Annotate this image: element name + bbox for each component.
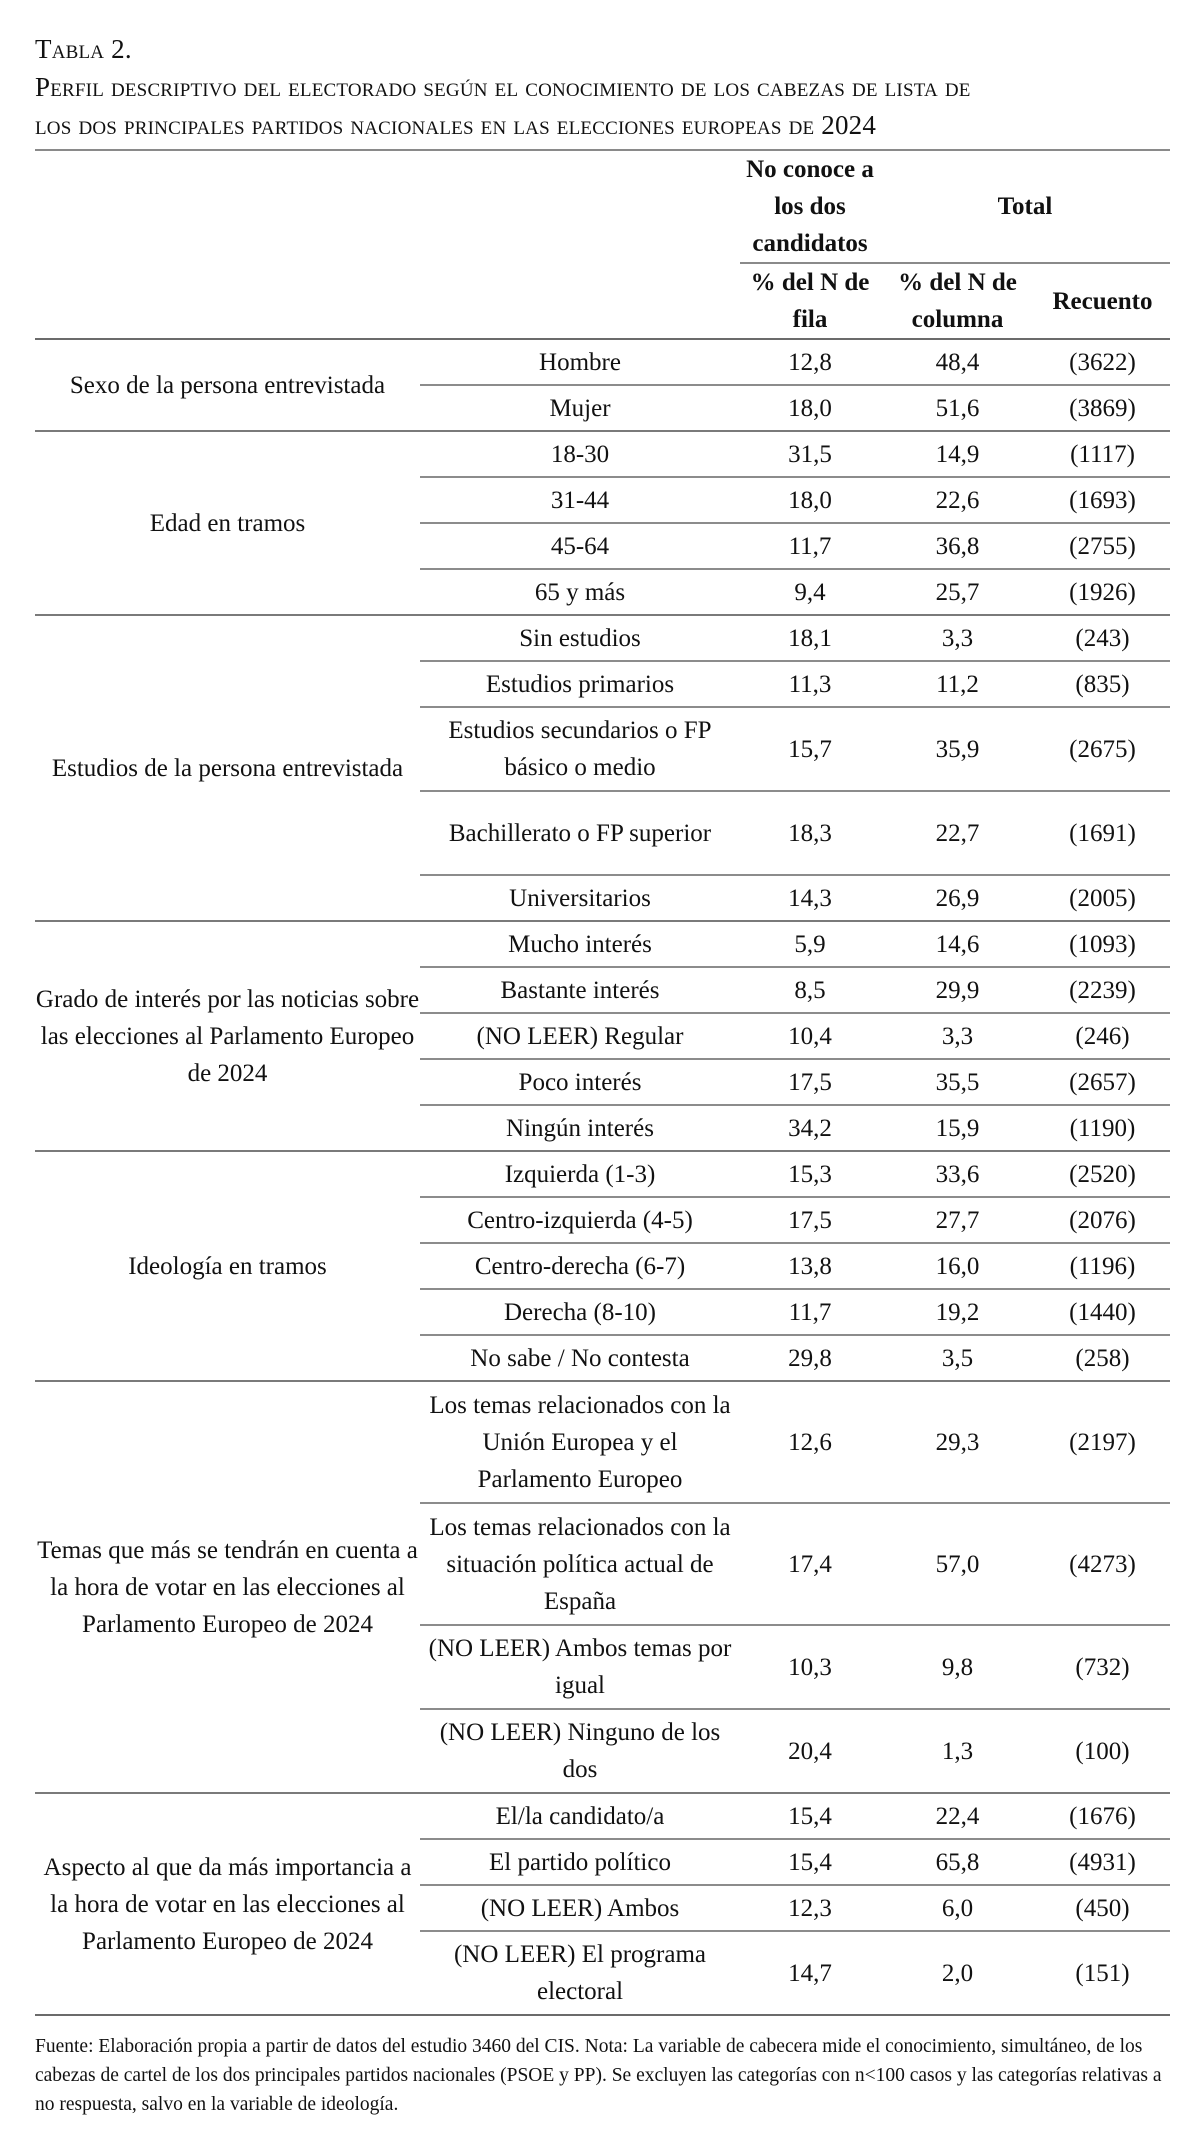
header-pct-col: % del N de columna (880, 263, 1035, 339)
category-cell: Hombre (420, 339, 740, 385)
category-cell: Bachillerato o FP superior (420, 791, 740, 875)
pct-col-cell: 25,7 (880, 569, 1035, 615)
pct-col-cell: 3,3 (880, 1013, 1035, 1059)
pct-row-cell: 9,4 (740, 569, 880, 615)
pct-row-cell: 12,3 (740, 1885, 880, 1931)
header-pct-row: % del N de fila (740, 263, 880, 339)
pct-col-cell: 2,0 (880, 1931, 1035, 2015)
pct-row-cell: 15,4 (740, 1793, 880, 1839)
row-group-label: Grado de interés por las noticias sobre las elecciones al Parlamento Europeo de 2024 (35, 921, 420, 1151)
pct-row-cell: 11,7 (740, 523, 880, 569)
pct-row-cell: 31,5 (740, 431, 880, 477)
count-cell: (3622) (1035, 339, 1170, 385)
pct-col-cell: 1,3 (880, 1709, 1035, 1793)
pct-col-cell: 14,9 (880, 431, 1035, 477)
table-caption (35, 30, 1170, 144)
pct-row-cell: 20,4 (740, 1709, 880, 1793)
count-cell: (2197) (1035, 1381, 1170, 1503)
category-cell: Los temas relacionados con la situación política actual de España (420, 1503, 740, 1625)
header-empty (420, 150, 740, 263)
category-cell: Universitarios (420, 875, 740, 921)
count-cell: (258) (1035, 1335, 1170, 1381)
pct-col-cell: 14,6 (880, 921, 1035, 967)
table-row (35, 431, 1170, 477)
table-row (35, 1793, 1170, 1839)
count-cell: (835) (1035, 661, 1170, 707)
count-cell: (1093) (1035, 921, 1170, 967)
data-table (35, 149, 1170, 2016)
pct-col-cell: 48,4 (880, 339, 1035, 385)
category-cell: El/la candidato/a (420, 1793, 740, 1839)
count-cell: (2520) (1035, 1151, 1170, 1197)
table-label: Tabla 2. (35, 34, 132, 64)
header-count: Recuento (1035, 263, 1170, 339)
category-cell: Izquierda (1-3) (420, 1151, 740, 1197)
pct-col-cell: 6,0 (880, 1885, 1035, 1931)
pct-row-cell: 14,3 (740, 875, 880, 921)
pct-col-cell: 16,0 (880, 1243, 1035, 1289)
category-cell: Centro-izquierda (4-5) (420, 1197, 740, 1243)
category-cell: Derecha (8-10) (420, 1289, 740, 1335)
table-row (35, 1381, 1170, 1503)
pct-row-cell: 10,3 (740, 1625, 880, 1709)
table-body (35, 339, 1170, 2015)
category-cell: 65 y más (420, 569, 740, 615)
pct-col-cell: 22,4 (880, 1793, 1035, 1839)
pct-row-cell: 18,3 (740, 791, 880, 875)
pct-col-cell: 22,7 (880, 791, 1035, 875)
category-cell: Centro-derecha (6-7) (420, 1243, 740, 1289)
category-cell: 45-64 (420, 523, 740, 569)
count-cell: (2657) (1035, 1059, 1170, 1105)
count-cell: (1117) (1035, 431, 1170, 477)
table-footnote: Fuente: Elaboración propia a partir de datos del estudio 3460 del CIS. Nota: La variable de cabecera mide el conocimiento, simultáneo, de los cabezas de cartel de los dos principales partidos nacionales (PSOE y PP). Se excluyen las categorías con n<100 casos y las categorías relativas a no respuesta, salvo en la variable de ideología. (35, 2036, 1162, 2115)
pct-col-cell: 29,3 (880, 1381, 1035, 1503)
pct-col-cell: 27,7 (880, 1197, 1035, 1243)
pct-col-cell: 22,6 (880, 477, 1035, 523)
header-empty (35, 150, 420, 263)
pct-col-cell: 15,9 (880, 1105, 1035, 1151)
pct-col-cell: 65,8 (880, 1839, 1035, 1885)
category-cell: (NO LEER) El programa electoral (420, 1931, 740, 2015)
count-cell: (1190) (1035, 1105, 1170, 1151)
pct-row-cell: 17,5 (740, 1197, 880, 1243)
category-cell: Sin estudios (420, 615, 740, 661)
table-title-line-1: Perfil descriptivo del electorado según el conocimiento de los cabezas de lista de (35, 72, 971, 102)
pct-col-cell: 29,9 (880, 967, 1035, 1013)
header-group-total: Total (880, 150, 1170, 263)
pct-row-cell: 34,2 (740, 1105, 880, 1151)
category-cell: Estudios secundarios o FP básico o medio (420, 707, 740, 791)
table-row (35, 339, 1170, 385)
pct-row-cell: 12,6 (740, 1381, 880, 1503)
pct-col-cell: 36,8 (880, 523, 1035, 569)
pct-row-cell: 17,5 (740, 1059, 880, 1105)
table-row (35, 921, 1170, 967)
header-empty (420, 263, 740, 339)
row-group-label: Estudios de la persona entrevistada (35, 615, 420, 921)
pct-row-cell: 13,8 (740, 1243, 880, 1289)
pct-row-cell: 14,7 (740, 1931, 880, 2015)
category-cell: El partido político (420, 1839, 740, 1885)
pct-col-cell: 9,8 (880, 1625, 1035, 1709)
count-cell: (3869) (1035, 385, 1170, 431)
pct-row-cell: 15,7 (740, 707, 880, 791)
category-cell: (NO LEER) Ambos (420, 1885, 740, 1931)
count-cell: (100) (1035, 1709, 1170, 1793)
pct-col-cell: 26,9 (880, 875, 1035, 921)
count-cell: (1926) (1035, 569, 1170, 615)
count-cell: (2675) (1035, 707, 1170, 791)
table-row (35, 1151, 1170, 1197)
pct-row-cell: 18,0 (740, 385, 880, 431)
count-cell: (1676) (1035, 1793, 1170, 1839)
count-cell: (2076) (1035, 1197, 1170, 1243)
category-cell: 31-44 (420, 477, 740, 523)
pct-row-cell: 5,9 (740, 921, 880, 967)
pct-row-cell: 10,4 (740, 1013, 880, 1059)
pct-col-cell: 35,5 (880, 1059, 1035, 1105)
category-cell: Mucho interés (420, 921, 740, 967)
pct-col-cell: 19,2 (880, 1289, 1035, 1335)
count-cell: (4931) (1035, 1839, 1170, 1885)
pct-col-cell: 3,3 (880, 615, 1035, 661)
pct-row-cell: 11,7 (740, 1289, 880, 1335)
category-cell: (NO LEER) Ambos temas por igual (420, 1625, 740, 1709)
category-cell: Bastante interés (420, 967, 740, 1013)
pct-col-cell: 33,6 (880, 1151, 1035, 1197)
pct-row-cell: 18,1 (740, 615, 880, 661)
count-cell: (450) (1035, 1885, 1170, 1931)
pct-col-cell: 35,9 (880, 707, 1035, 791)
count-cell: (4273) (1035, 1503, 1170, 1625)
category-cell: No sabe / No contesta (420, 1335, 740, 1381)
pct-row-cell: 17,4 (740, 1503, 880, 1625)
count-cell: (2239) (1035, 967, 1170, 1013)
header-group-no-conoce: No conoce a los dos candidatos (740, 150, 880, 263)
row-group-label: Sexo de la persona entrevistada (35, 339, 420, 431)
count-cell: (2755) (1035, 523, 1170, 569)
table-row (35, 615, 1170, 661)
row-group-label: Aspecto al que da más importancia a la hora de votar en las elecciones al Parlamento Europeo de 2024 (35, 1793, 420, 2015)
count-cell: (1693) (1035, 477, 1170, 523)
category-cell: Ningún interés (420, 1105, 740, 1151)
header-empty (35, 263, 420, 339)
table-title-line-2: los dos principales partidos nacionales en las elecciones europeas de 2024 (35, 110, 877, 140)
category-cell: 18-30 (420, 431, 740, 477)
pct-row-cell: 18,0 (740, 477, 880, 523)
header-row-1 (35, 150, 1170, 263)
pct-col-cell: 11,2 (880, 661, 1035, 707)
pct-row-cell: 15,3 (740, 1151, 880, 1197)
pct-col-cell: 57,0 (880, 1503, 1035, 1625)
category-cell: Mujer (420, 385, 740, 431)
pct-row-cell: 29,8 (740, 1335, 880, 1381)
count-cell: (1440) (1035, 1289, 1170, 1335)
count-cell: (2005) (1035, 875, 1170, 921)
pct-col-cell: 3,5 (880, 1335, 1035, 1381)
count-cell: (246) (1035, 1013, 1170, 1059)
pct-row-cell: 15,4 (740, 1839, 880, 1885)
pct-row-cell: 12,8 (740, 339, 880, 385)
header-row-2 (35, 263, 1170, 339)
category-cell: Poco interés (420, 1059, 740, 1105)
count-cell: (732) (1035, 1625, 1170, 1709)
count-cell: (243) (1035, 615, 1170, 661)
category-cell: (NO LEER) Ninguno de los dos (420, 1709, 740, 1793)
count-cell: (151) (1035, 1931, 1170, 2015)
row-group-label: Ideología en tramos (35, 1151, 420, 1381)
pct-row-cell: 11,3 (740, 661, 880, 707)
count-cell: (1196) (1035, 1243, 1170, 1289)
pct-col-cell: 51,6 (880, 385, 1035, 431)
count-cell: (1691) (1035, 791, 1170, 875)
category-cell: (NO LEER) Regular (420, 1013, 740, 1059)
category-cell: Estudios primarios (420, 661, 740, 707)
row-group-label: Temas que más se tendrán en cuenta a la hora de votar en las elecciones al Parlamento Europeo de 2024 (35, 1381, 420, 1793)
row-group-label: Edad en tramos (35, 431, 420, 615)
pct-row-cell: 8,5 (740, 967, 880, 1013)
category-cell: Los temas relacionados con la Unión Europea y el Parlamento Europeo (420, 1381, 740, 1503)
